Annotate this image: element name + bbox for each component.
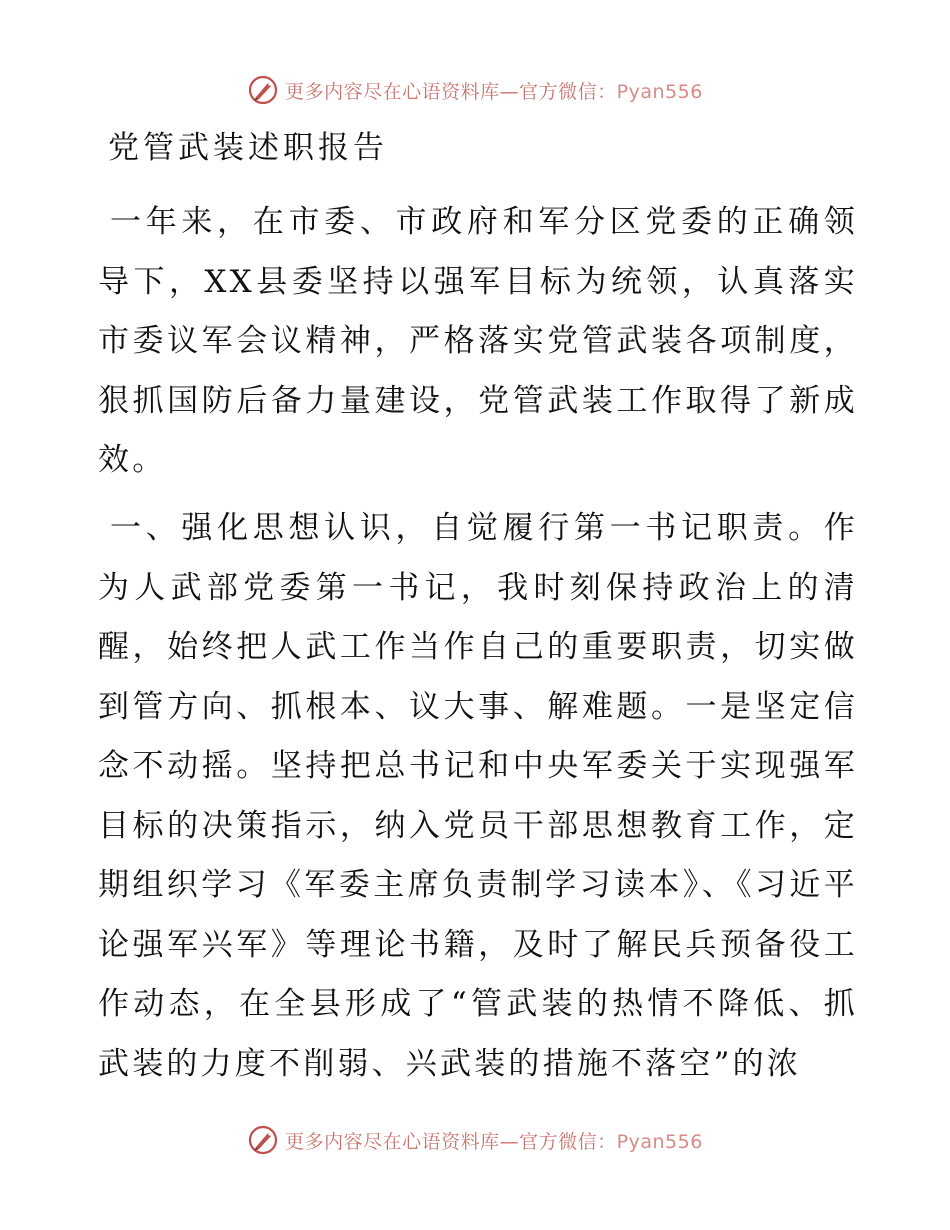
paragraph-section-one: 一、强化思想认识，自觉履行第一书记职责。作为人武部党委第一书记，我时刻保持政治上的清醒，始终把人武工作当作自己的重要职责，切实做到管方向、抓根本、议大事、解难题。一是坚定信念不动摇。坚持把总书记和中央军委关于实现强军目标的决策指示，纳入党员干部思想教育工作，定期组织学习《军委主席负责制学习读本》、《习近平论强军兴军》等理论书籍，及时了解民兵预备役工作动态，在全县形成了“管武装的热情不降低、抓武装的力度不削弱、兴武装的措施不落空”的浓 [98,510,858,1082]
watermark-text: 更多内容尽在心语资料库—官方微信：Pyan556 [285,80,703,103]
pen-logo-icon [247,74,279,106]
watermark-footer [0,1120,950,1160]
watermark-text: 更多内容尽在心语资料库—官方微信：Pyan556 [285,1130,703,1153]
document-title: 党管武装述职报告 [108,130,388,166]
watermark-header [0,70,950,110]
pen-logo-icon [247,1124,279,1156]
paragraph-intro: 一年来，在市委、市政府和军分区党委的正确领导下，XX县委坚持以强军目标为统领，认真落实市委议军会议精神，严格落实党管武装各项制度，狠抓国防后备力量建设，党管武装工作取得了新成效。 [98,204,858,478]
